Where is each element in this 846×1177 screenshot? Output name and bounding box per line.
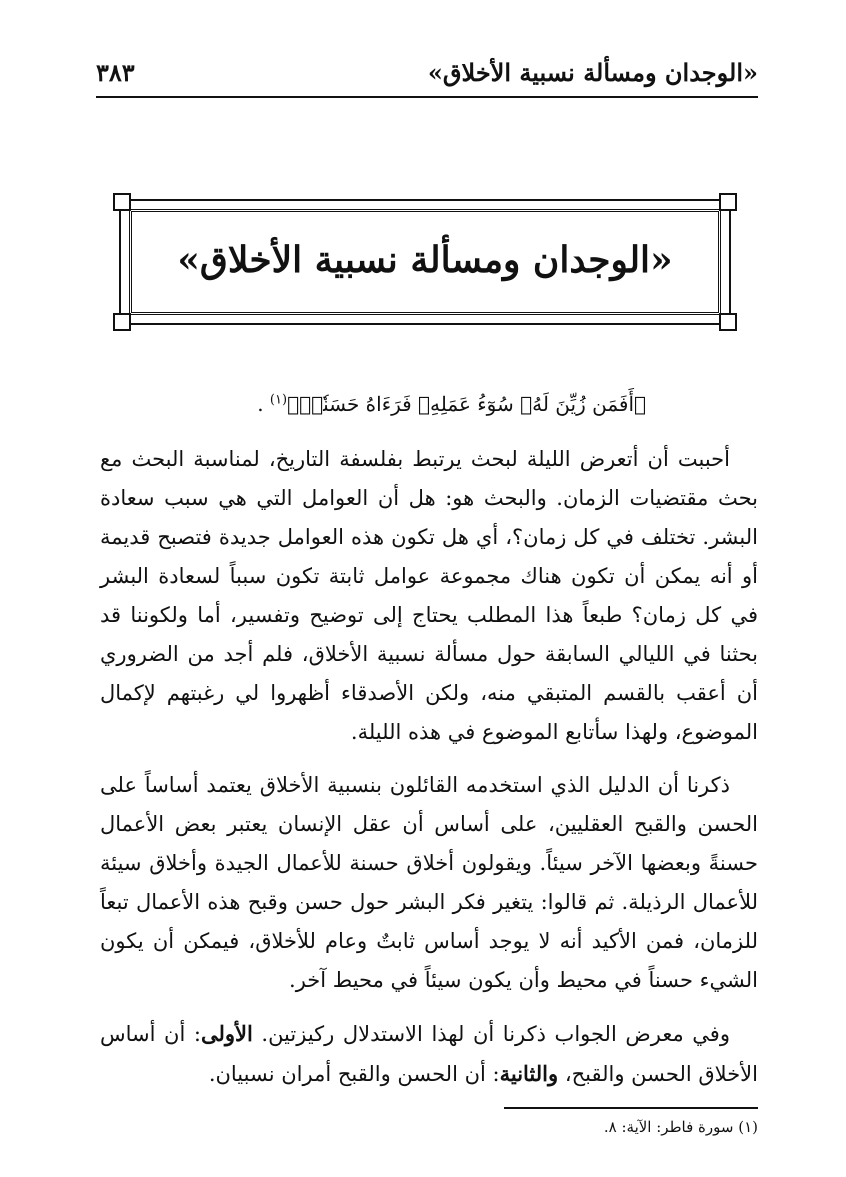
verse-footnote-ref: (١) [269, 392, 288, 408]
first-pillar-label: الأولى [200, 1021, 253, 1046]
paragraph-3-start: وفي معرض الجواب ذكرنا أن لهذا الاستدلال ركيزتين. [261, 1022, 730, 1046]
frame-corner-ornament [113, 313, 131, 331]
footnote: (١) سورة فاطر: الآية: ٨. [603, 1118, 758, 1136]
paragraph-3 [100, 1014, 758, 1094]
running-title: «الوجدان ومسألة نسبية الأخلاق» [427, 58, 758, 87]
verse-trailing-period: . [257, 392, 264, 416]
chapter-title-frame [119, 199, 731, 325]
paragraph-1: أحببت أن أتعرض الليلة لبحث يرتبط بفلسفة التاريخ، لمناسبة البحث مع بحث مقتضيات الزمان. والبحث هو: هل أن العوامل التي هي سبب سعادة البشر. تختلف في كل زمان؟، أي هل تكون هذه العوامل جديدة فتصبح قديمة أو أنه يمكن أن تكون هناك مجموعة عوامل ثابتة تكون سبباً لسعادة البشر في كل زمان؟ طبعاً هذا المطلب يحتاج إلى توضيح وتفسير، أما ولكوننا قد بحثنا في الليالي السابقة حول مسألة نسبية الأخلاق، فلم أجد من الضروري أن أعقب بالقسم المتبقي منه، ولكن الأصدقاء أظهروا لي رغبتهم لإكمال الموضوع، ولهذا سأتابع الموضوع في هذه الليلة. [100, 447, 758, 744]
quran-verse [257, 392, 646, 416]
page-number: ٣٨٣ [96, 58, 135, 87]
first-pillar-text: : أن أساس الأخلاق الحسن والقبح، [100, 1022, 758, 1086]
body-text [100, 440, 758, 1108]
second-pillar-label: والثانية [499, 1061, 559, 1086]
footnote-separator [504, 1107, 758, 1109]
verse-text: ﴿أَفَمَن زُيِّنَ لَهُۥ سُوٓءُ عَمَلِهِۦ فَرَءَاهُ حَسَنٗاۖ﴾ [287, 392, 646, 416]
paragraph-2: ذكرنا أن الدليل الذي استخدمه القائلون بنسبية الأخلاق يعتمد أساساً على الحسن والقبح العقليين، على أساس أن عقل الإنسان يعتبر بعض الأعمال حسنةً وبعضها الآخر سيئاً. ويقولون أخلاق حسنة للأعمال الجيدة وأخلاق سيئة للأعمال الرذيلة. ثم قالوا: يتغير فكر البشر حول حسن وقبح هذه الأعمال تبعاً للزمان، فمن الأكيد أنه لا يوجد أساس ثابتٌ وعام للأخلاق، فيمكن أن يكون الشيء حسناً في محيط وأن يكون سيئاً في محيط آخر. [100, 773, 758, 992]
second-pillar-text: : أن الحسن والقبح أمران نسبيان. [208, 1062, 500, 1086]
frame-corner-ornament [719, 313, 737, 331]
running-header [96, 56, 758, 98]
chapter-title: «الوجدان ومسألة نسبية الأخلاق» [177, 239, 673, 281]
